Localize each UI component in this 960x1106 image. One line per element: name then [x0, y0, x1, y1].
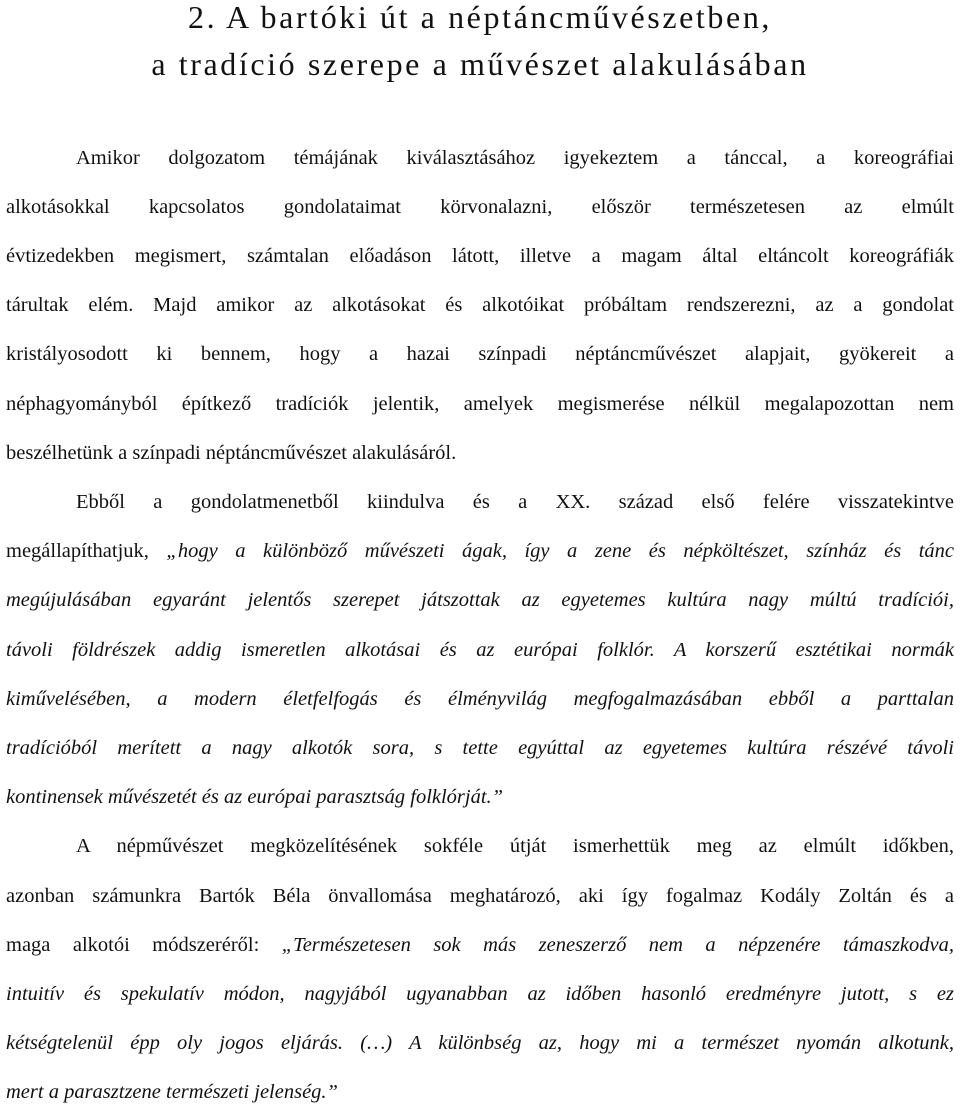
- paragraph-3-line-1: A népművészet megközelítésének sokféle útját ismerhettük meg az elmúlt időkben,: [76, 835, 954, 857]
- paragraph-1-line-2: alkotásokkal kapcsolatos gondolataimat körvonalazni, először természetesen az elmúlt: [6, 196, 954, 218]
- paragraph-3-line-2: azonban számunkra Bartók Béla önvallomása meghatározó, aki így fogalmaz Kodály Zoltán és a: [6, 885, 954, 907]
- paragraph-3-lead-in: maga alkotói módszeréről:: [6, 934, 282, 956]
- paragraph-1-line-3: évtizedekben megismert, számtalan előadáson látott, illetve a magam által eltáncolt koreográfiák: [6, 245, 954, 267]
- paragraph-2-line-3: megújulásában egyaránt jelentős szerepet játszottak az egyetemes kultúra nagy múltú tradíciói,: [6, 589, 954, 611]
- paragraph-2-line-4: távoli földrészek addig ismeretlen alkotásai és az európai folklór. A korszerű esztétikai normák: [6, 639, 954, 661]
- paragraph-2-line-5: kiművelésében, a modern életfelfogás és élményvilág megfogalmazásában ebből a parttalan: [6, 688, 954, 710]
- paragraph-1-line-6: néphagyományból építkező tradíciók jelentik, amelyek megismerése nélkül megalapozottan nem: [6, 393, 954, 415]
- quote-2-start: „Természetesen sok más zeneszerző nem a népzenére támaszkodva,: [281, 934, 954, 956]
- paragraph-3-line-6: mert a parasztzene természeti jelenség.”: [6, 1081, 338, 1103]
- chapter-title-line-2: a tradíció szerepe a művészet alakulásában: [151, 46, 809, 82]
- paragraph-3-line-5: kétségtelenül épp oly jogos eljárás. (…) A különbség az, hogy mi a természet nyomán alkotunk,: [6, 1032, 954, 1054]
- paragraph-2-line-7: kontinensek művészetét és az európai parasztság folklórját.”: [6, 786, 504, 808]
- paragraph-2-line-6: tradícióból merített a nagy alkotók sora, s tette egyúttal az egyetemes kultúra részévé távoli: [6, 737, 954, 759]
- quote-1-start: „hogy a különböző művészeti ágak, így a zene és népköltészet, színház és tánc: [166, 540, 954, 562]
- paragraph-3-line-4: intuitív és spekulatív módon, nagyjából ugyanabban az időben hasonló eredményre jutott, s ez: [6, 983, 954, 1005]
- paragraph-2-lead-in: megállapíthatjuk,: [6, 540, 167, 562]
- paragraph-2-line-1: Ebből a gondolatmenetből kiindulva és a XX. század első felére visszatekintve: [76, 491, 954, 513]
- paragraph-1-line-1: Amikor dolgozatom témájának kiválasztásához igyekeztem a tánccal, a koreográfiai: [76, 147, 954, 169]
- paragraph-3-line-3: [6, 931, 954, 959]
- paragraph-1-line-4: tárultak elém. Majd amikor az alkotásokat és alkotóikat próbáltam rendszerezni, az a gondolat: [6, 294, 954, 316]
- chapter-title-line-1: 2. A bartóki út a néptáncművészetben,: [187, 0, 773, 35]
- paragraph-2-line-2: [6, 537, 954, 565]
- paragraph-1-line-7: beszélhetünk a színpadi néptáncművészet alakulásáról.: [6, 442, 457, 464]
- paragraph-1-line-5: kristályosodott ki bennem, hogy a hazai színpadi néptáncművészet alapjait, gyökereit a: [6, 343, 954, 365]
